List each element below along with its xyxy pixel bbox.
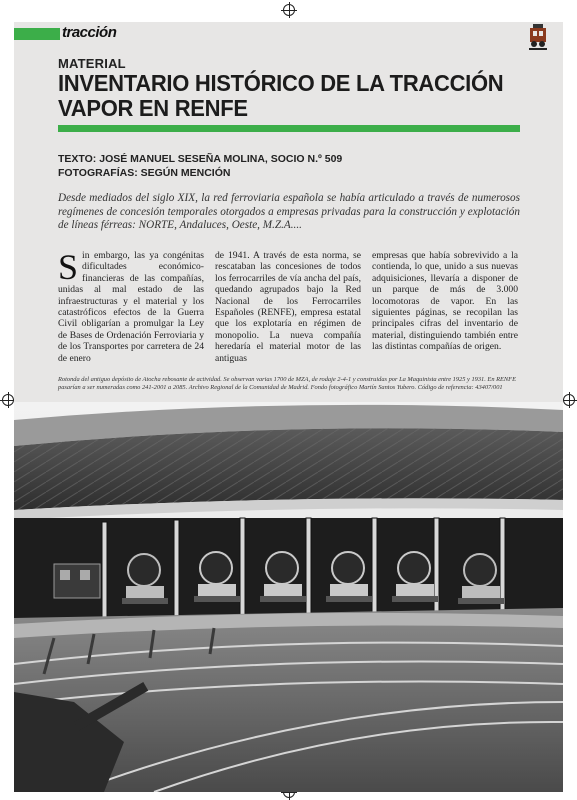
section-label: tracción [62,24,117,41]
photo-credit: FOTOGRAFÍAS: SEGÚN MENCIÓN [58,167,231,179]
body-column-2: de 1941. A través de esta norma, se rescataban las concesiones de todos los ferrocarriles de vía ancha del país, quedando agrupados bajo la Red Nacional de los Ferrocarriles Españoles (RENFE), empresa estatal que los explotaría en régimen de monopolio. La nueva compañía heredaría el material motor de las antiguas [215,250,361,364]
photo-caption: Rotonda del antiguo depósito de Atocha rebosante de actividad. Se observan varias 1700 de MZA, de rodaje 2-4-1 y construidas por La Maquinista entre 1925 y 1931. En RENFE pasarían a ser numeradas como 241-2001 a 2085. Archivo Regional de la Comunidad de Madrid. Fondo fotográfico Martín Santos Yubero. Código de referencia: 43407/001 [58,376,516,391]
registration-mark-top [283,4,295,16]
title-rule [58,125,520,132]
drop-cap: S [58,247,79,287]
body-column-1 [58,247,204,364]
roundhouse-photo [14,402,563,792]
article-credits [58,152,342,180]
association-logo-icon [527,22,549,52]
registration-mark-left [2,394,14,406]
registration-mark-right [563,394,575,406]
section-bar [14,28,60,40]
body-text-1: in embargo, las ya congénitas dificultades económico-financieras de las compañías, unidas al mal estado de las infraestructuras y el material y los catastróficos efectos de la Guerra Civil obligarían a promulgar la Ley de Bases de Ordenación Ferroviaria y de los Transportes por carretera de 24 de enero [58,250,204,364]
author-credit: TEXTO: JOSÉ MANUEL SESEÑA MOLINA, SOCIO N.º 509 [58,153,343,165]
article-kicker: MATERIAL [58,56,126,71]
article-intro: Desde mediados del siglo XIX, la red ferroviaria española se había articulado a través de numerosos regímenes de concesión temporales otorgados a empresas privadas para la construcción y explotación de líneas férreas: NORTE, Andaluces, Oeste, M.Z.A.... [58,192,520,231]
article-title: INVENTARIO HISTÓRICO DE LA TRACCIÓN VAPOR EN RENFE [58,69,504,122]
body-column-3: empresas que había sobrevivido a la contienda, lo que, unido a sus nuevas adquisiciones, llevaría a disponer de un parque de más de 3.000 locomotoras de vapor. En las siguientes páginas, se recopilan las principales cifras del inventario de material, distinguiendo también entre las distintas compañías de origen. [372,250,518,353]
